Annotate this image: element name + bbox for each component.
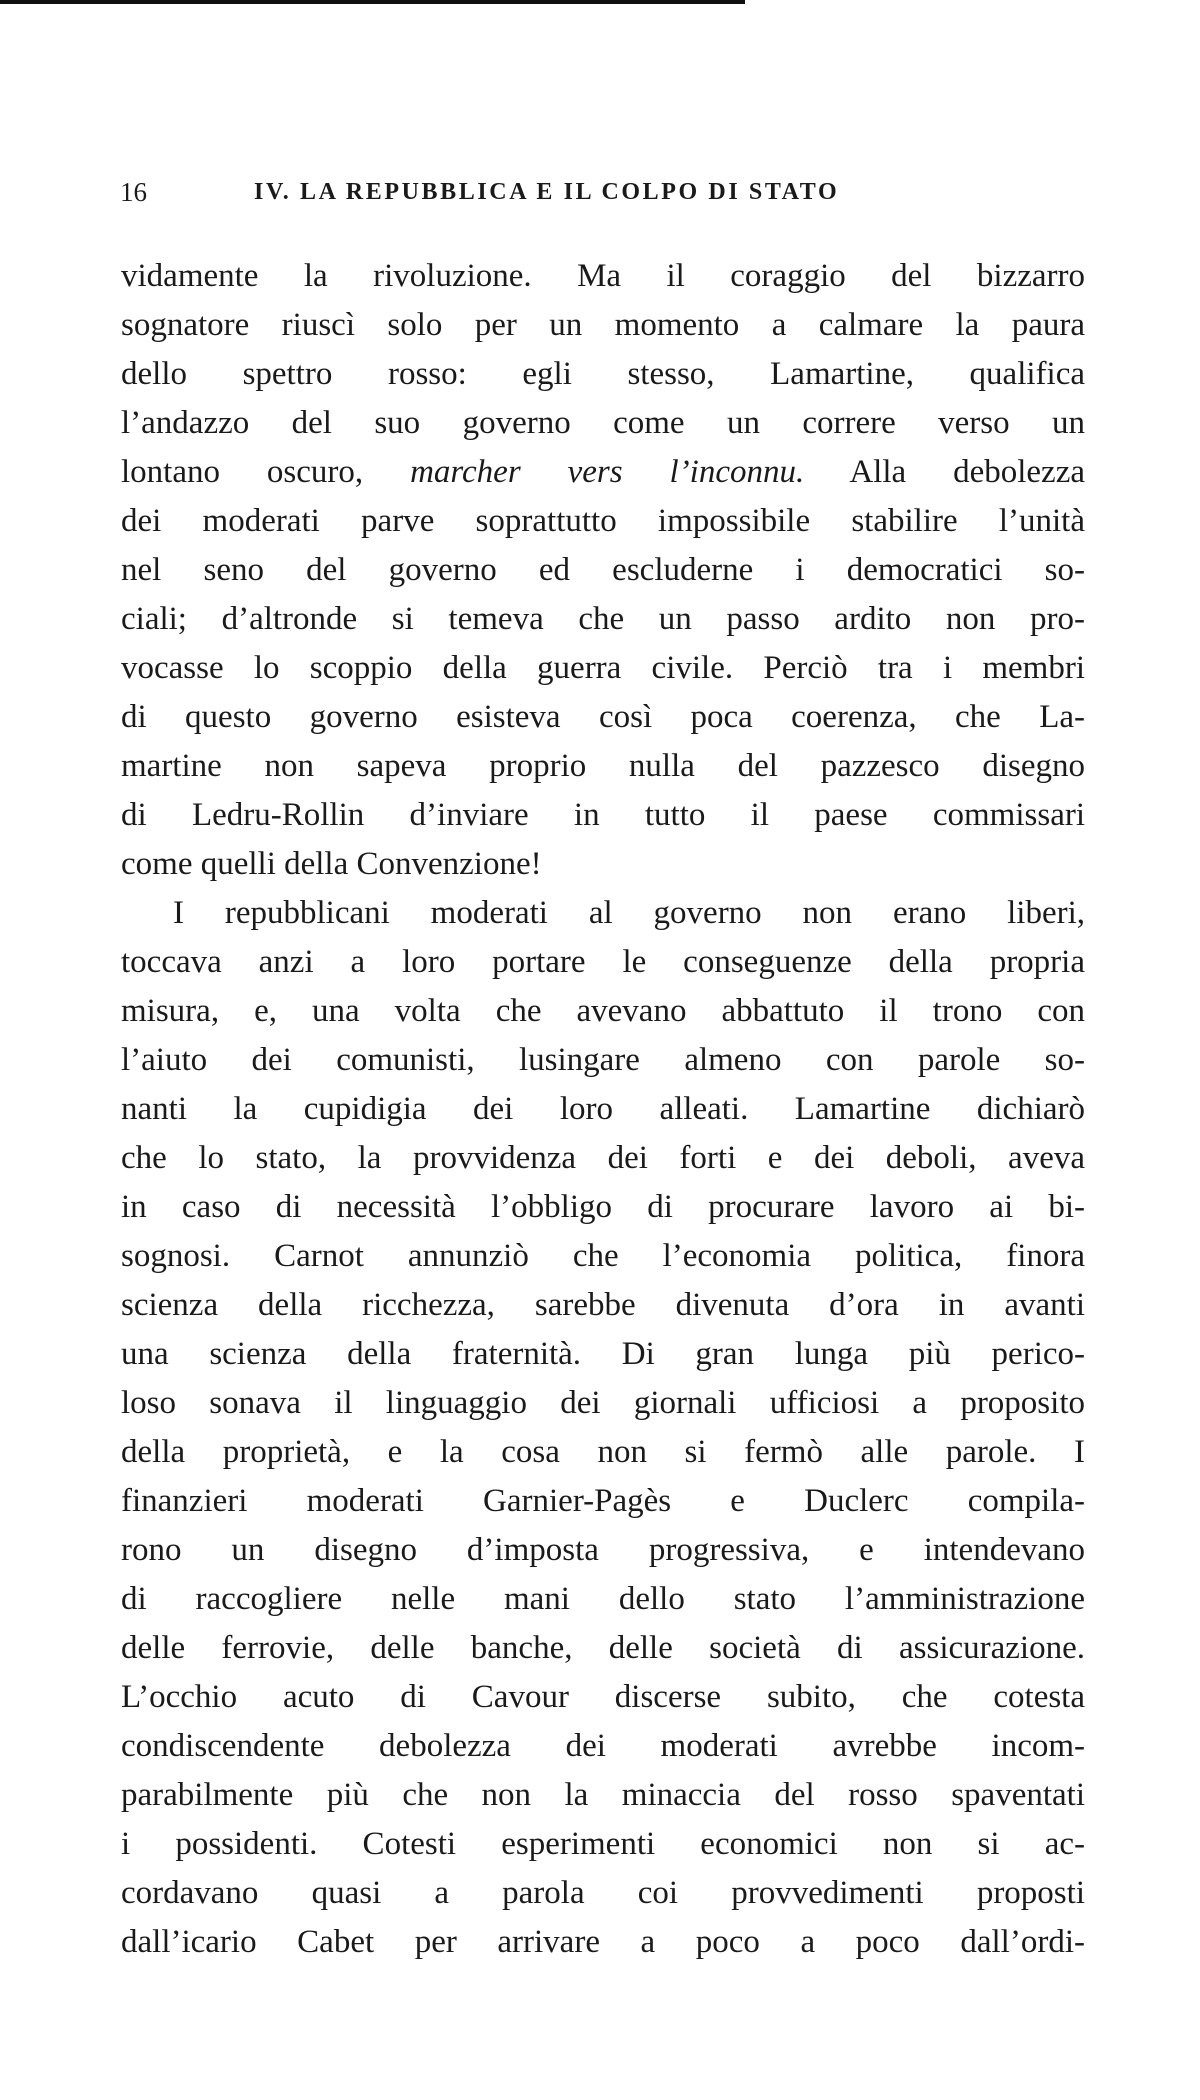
- running-title: IV. LA REPUBBLICA E IL COLPO DI STATO: [254, 179, 840, 205]
- text-line: [121, 448, 1085, 497]
- text-line: misura, e, una volta che avevano abbattuto il trono con: [121, 993, 1085, 1029]
- text-line: vocasse lo scoppio della guerra civile. Perciò tra i membri: [121, 650, 1085, 686]
- text-segment: lontano oscuro,: [121, 454, 411, 490]
- text-line: di questo governo esisteva così poca coerenza, che La-: [121, 699, 1085, 735]
- text-line: nanti la cupidigia dei loro alleati. Lamartine dichiarò: [121, 1091, 1085, 1127]
- text-line: di Ledru-Rollin d’inviare in tutto il paese commissari: [121, 797, 1085, 833]
- body-text: [121, 252, 1085, 1967]
- paragraph: [121, 889, 1085, 1967]
- running-head: [120, 174, 950, 210]
- text-line: parabilmente più che non la minaccia del rosso spaventati: [121, 1777, 1085, 1813]
- text-line: dall’icario Cabet per arrivare a poco a poco dall’ordi-: [121, 1924, 1085, 1960]
- text-line: delle ferrovie, delle banche, delle società di assicurazione.: [121, 1630, 1085, 1666]
- text-line: una scienza della fraternità. Di gran lunga più perico-: [121, 1336, 1085, 1372]
- text-line: in caso di necessità l’obbligo di procurare lavoro ai bi-: [121, 1189, 1085, 1225]
- paragraph: [121, 252, 1085, 889]
- text-line: I repubblicani moderati al governo non erano liberi,: [173, 895, 1085, 931]
- text-line: dei moderati parve soprattutto impossibile stabilire l’unità: [121, 503, 1085, 539]
- text-line: sognatore riuscì solo per un momento a calmare la paura: [121, 307, 1085, 343]
- text-line: vidamente la rivoluzione. Ma il coraggio del bizzarro: [121, 258, 1085, 294]
- text-line: toccava anzi a loro portare le conseguenze della propria: [121, 944, 1085, 980]
- text-line: rono un disegno d’imposta progressiva, e intendevano: [121, 1532, 1085, 1568]
- text-line: scienza della ricchezza, sarebbe divenuta d’ora in avanti: [121, 1287, 1085, 1323]
- text-line: i possidenti. Cotesti esperimenti economici non si ac-: [121, 1826, 1085, 1862]
- text-line: L’occhio acuto di Cavour discerse subito, che cotesta: [121, 1679, 1085, 1715]
- text-line: cordavano quasi a parola coi provvedimenti proposti: [121, 1875, 1085, 1911]
- page-number: 16: [120, 177, 147, 207]
- text-line: di raccogliere nelle mani dello stato l’amministrazione: [121, 1581, 1085, 1617]
- text-line: finanzieri moderati Garnier-Pagès e Duclerc compila-: [121, 1483, 1085, 1519]
- text-line: sognosi. Carnot annunziò che l’economia politica, finora: [121, 1238, 1085, 1274]
- text-line: martine non sapeva proprio nulla del pazzesco disegno: [121, 748, 1085, 784]
- text-line: condiscendente debolezza dei moderati avrebbe incom-: [121, 1728, 1085, 1764]
- text-segment: Alla debolezza: [804, 454, 1085, 490]
- text-line: l’andazzo del suo governo come un correre verso un: [121, 405, 1085, 441]
- text-line: dello spettro rosso: egli stesso, Lamartine, qualifica: [121, 356, 1085, 392]
- text-line: della proprietà, e la cosa non si fermò alle parole. I: [121, 1434, 1085, 1470]
- text-line: che lo stato, la provvidenza dei forti e dei deboli, aveva: [121, 1140, 1085, 1176]
- text-line: come quelli della Convenzione!: [121, 846, 542, 882]
- top-edge-rule: [0, 0, 745, 4]
- italic-phrase: marcher vers l’inconnu.: [410, 454, 805, 490]
- text-line: ciali; d’altronde si temeva che un passo ardito non pro-: [121, 601, 1085, 637]
- text-line: nel seno del governo ed escluderne i democratici so-: [121, 552, 1085, 588]
- text-line: loso sonava il linguaggio dei giornali ufficiosi a proposito: [121, 1385, 1085, 1421]
- text-line: l’aiuto dei comunisti, lusingare almeno con parole so-: [121, 1042, 1085, 1078]
